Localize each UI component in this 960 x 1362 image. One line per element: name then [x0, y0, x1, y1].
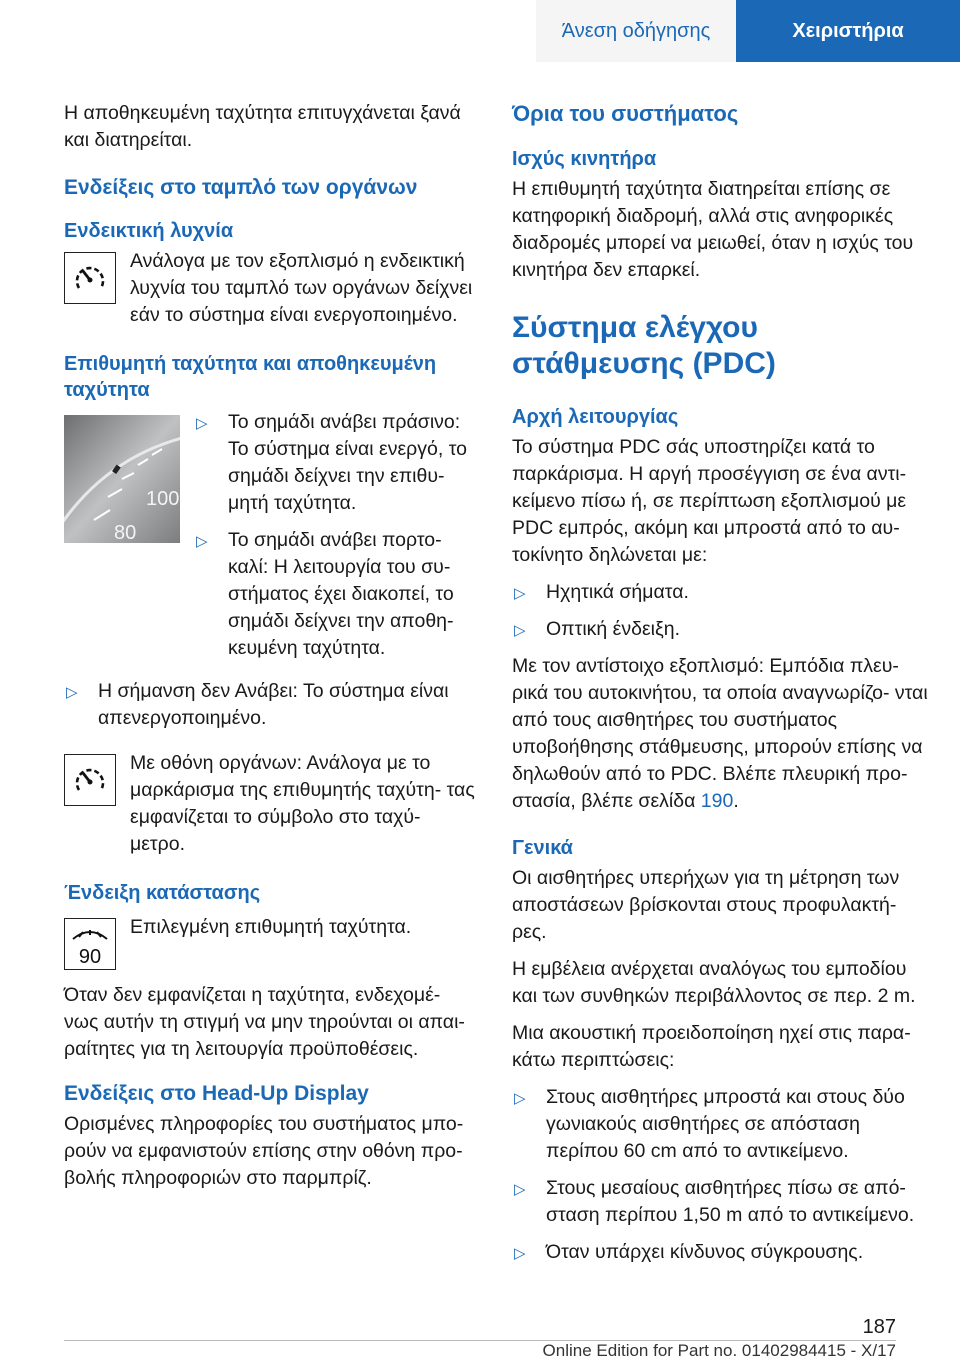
page-link[interactable]: 190: [700, 790, 734, 812]
left-column: [64, 100, 480, 1202]
list-item: ▷ Το σημάδι ανάβει πορτο- καλί: Η λειτουργία του συ- στήματος έχει διακοπεί, το σημάδι δείχνει την αποθη- κευμένη ταχύτητα.: [196, 529, 454, 659]
cruise-status-icon: [64, 918, 116, 970]
paragraph-general-2: Η εμβέλεια ανέρχεται αναλόγως του εμποδίου και των συνθηκών περιβάλλοντος σε περ. 2 m.: [512, 958, 916, 1007]
status-text: Επιλεγμένη επιθυμητή ταχύτητα.: [130, 916, 412, 938]
bullet-triangle-icon: ▷: [66, 684, 78, 701]
bullet-triangle-icon: ▷: [514, 1245, 526, 1262]
paragraph-resume: Η αποθηκευμένη ταχύτητα επιτυγχάνεται ξανά και διατηρείται.: [64, 102, 461, 151]
heading-status: Ένδειξη κατάστασης: [64, 882, 261, 904]
display-row: [64, 750, 480, 858]
paragraph-not-shown: Όταν δεν εμφανίζεται η ταχύτητα, ενδεχομέ- νως αυτήν τη στιγμή να μην τηρούνται οι απαι- ραίτητες για τη λειτουργία προϋποθέσεις.: [64, 984, 465, 1060]
list-item: ▷ Ηχητικά σήματα.: [512, 579, 932, 606]
heading-desired-speed: Επιθυμητή ταχύτητα και αποθηκευμένη ταχύτητα: [64, 353, 437, 401]
heading-indicator-lamp: Ενδεικτική λυχνία: [64, 220, 234, 242]
status-row: [64, 914, 480, 970]
bullet-triangle-icon: ▷: [514, 1090, 526, 1107]
speedometer-icon: [64, 252, 116, 304]
photo-bullet-list: [194, 409, 480, 672]
tab-section[interactable]: Άνεση οδήγησης: [536, 0, 736, 62]
paragraph-general-1: Οι αισθητήρες υπερήχων για τη μέτρηση των αποστάσεων βρίσκονται στους προφυλακτή- ρες.: [512, 867, 900, 943]
paragraph-equipment: Με τον αντίστοιχο εξοπλισμό: Εμπόδια πλευ- ρικά του αυτοκινήτου, τα οποία αναγνωρίζο- νται από τους αισθητήρες του συστήματος υποβοήθησης στάθμευσης, μπορούν επίσης να δηλωθούν από το PDC. Βλέπε πλευρική προ- στασία, βλέπε σελίδα 190.: [512, 655, 928, 812]
case-bullet-list: [512, 1084, 932, 1266]
indicator-lamp-row: [64, 248, 480, 329]
list-item: ▷ Η σήμανση δεν Ανάβει: Το σύστημα είναι απενεργοποιημένο.: [66, 680, 449, 729]
signal-bullet-list: [512, 579, 932, 643]
list-item: ▷ Στους μεσαίους αισθητήρες πίσω σε από- σταση περίπου 1,50 m από το αντικείμενο.: [514, 1177, 915, 1226]
heading-engine: Ισχύς κινητήρα: [512, 148, 657, 170]
edition-footer: Online Edition for Part no. 01402984415 - X/17: [542, 1341, 896, 1360]
heading-general: Γενικά: [512, 837, 573, 859]
list-item: ▷ Το σημάδι ανάβει πράσινο: Το σύστημα είναι ενεργό, το σημάδι δείχνει την επιθυ- μητή ταχύτητα.: [196, 411, 467, 514]
heading-limits: Όρια του συστήματος: [512, 101, 739, 126]
heading-hud: Ενδείξεις στο Head-Up Display: [64, 1082, 369, 1105]
list-item: ▷ Στους αισθητήρες μπροστά και στους δύο γωνιακούς αισθητήρες σε απόσταση περίπου 60 cm από το αντικείμενο.: [514, 1086, 905, 1162]
photo-label-80: 80: [114, 522, 137, 543]
bullet-triangle-icon: ▷: [196, 533, 208, 550]
heading-pdc: Σύστημα ελέγχου στάθμευσης (PDC): [512, 311, 776, 380]
bullet-triangle-icon: ▷: [514, 622, 526, 639]
paragraph-principle: Το σύστημα PDC σάς υποστηρίζει κατά το παρκάρισμα. Η αργή προσέγγιση σε ένα αντι- κείμενο πίσω ή, σε περίπτωση εξοπλισμού με PDC εμπρός, ακόμη και μπροστά από το αυ- τοκίνητο δηλώνεται με:: [512, 436, 907, 566]
paragraph-general-3: Μια ακουστική προειδοποίηση ηχεί στις παρα- κάτω περιπτώσεις:: [512, 1022, 911, 1071]
off-bullet-list: [64, 678, 480, 732]
speedometer-photo-row: [64, 409, 480, 672]
indicator-lamp-text: Ανάλογα με τον εξοπλισμό η ενδεικτική λυχνία του ταμπλό των οργάνων δείχνει εάν το σύστημα είναι ενεργοποιημένο.: [130, 250, 473, 326]
list-item: ▷ Όταν υπάρχει κίνδυνος σύγκρουσης.: [512, 1239, 932, 1266]
page-number: 187: [862, 1316, 896, 1338]
speedometer-photo: [64, 415, 180, 543]
bullet-triangle-icon: ▷: [514, 585, 526, 602]
heading-indicators: Ενδείξεις στο ταμπλό των οργάνων: [64, 176, 418, 199]
status-value: 90: [78, 946, 102, 967]
paragraph-engine: Η επιθυμητή ταχύτητα διατηρείται επίσης σε κατηφορική διαδρομή, αλλά στις ανηφορικές διαδρομές μπορεί να μειωθεί, όταν η ισχύς του κινητήρα δεν επαρκεί.: [512, 178, 914, 281]
header-tabs: [536, 0, 960, 62]
heading-principle: Αρχή λειτουργίας: [512, 406, 679, 428]
right-column: [512, 100, 932, 1276]
speedometer-icon: [64, 754, 116, 806]
paragraph-hud: Ορισμένες πληροφορίες του συστήματος μπο- ρούν να εμφανιστούν επίσης στην οθόνη προ- βολής πληροφοριών στο παρμπρίζ.: [64, 1113, 464, 1189]
tab-current[interactable]: Χειριστήρια: [736, 0, 960, 62]
display-text: Με οθόνη οργάνων: Ανάλογα με το μαρκάρισμα της επιθυμητής ταχύτη- τας εμφανίζεται το σύμβολο στο ταχύ- μετρο.: [130, 752, 475, 855]
photo-label-100: 100: [146, 488, 180, 510]
bullet-triangle-icon: ▷: [196, 415, 208, 432]
list-item: ▷ Οπτική ένδειξη.: [512, 616, 932, 643]
bullet-triangle-icon: ▷: [514, 1181, 526, 1198]
